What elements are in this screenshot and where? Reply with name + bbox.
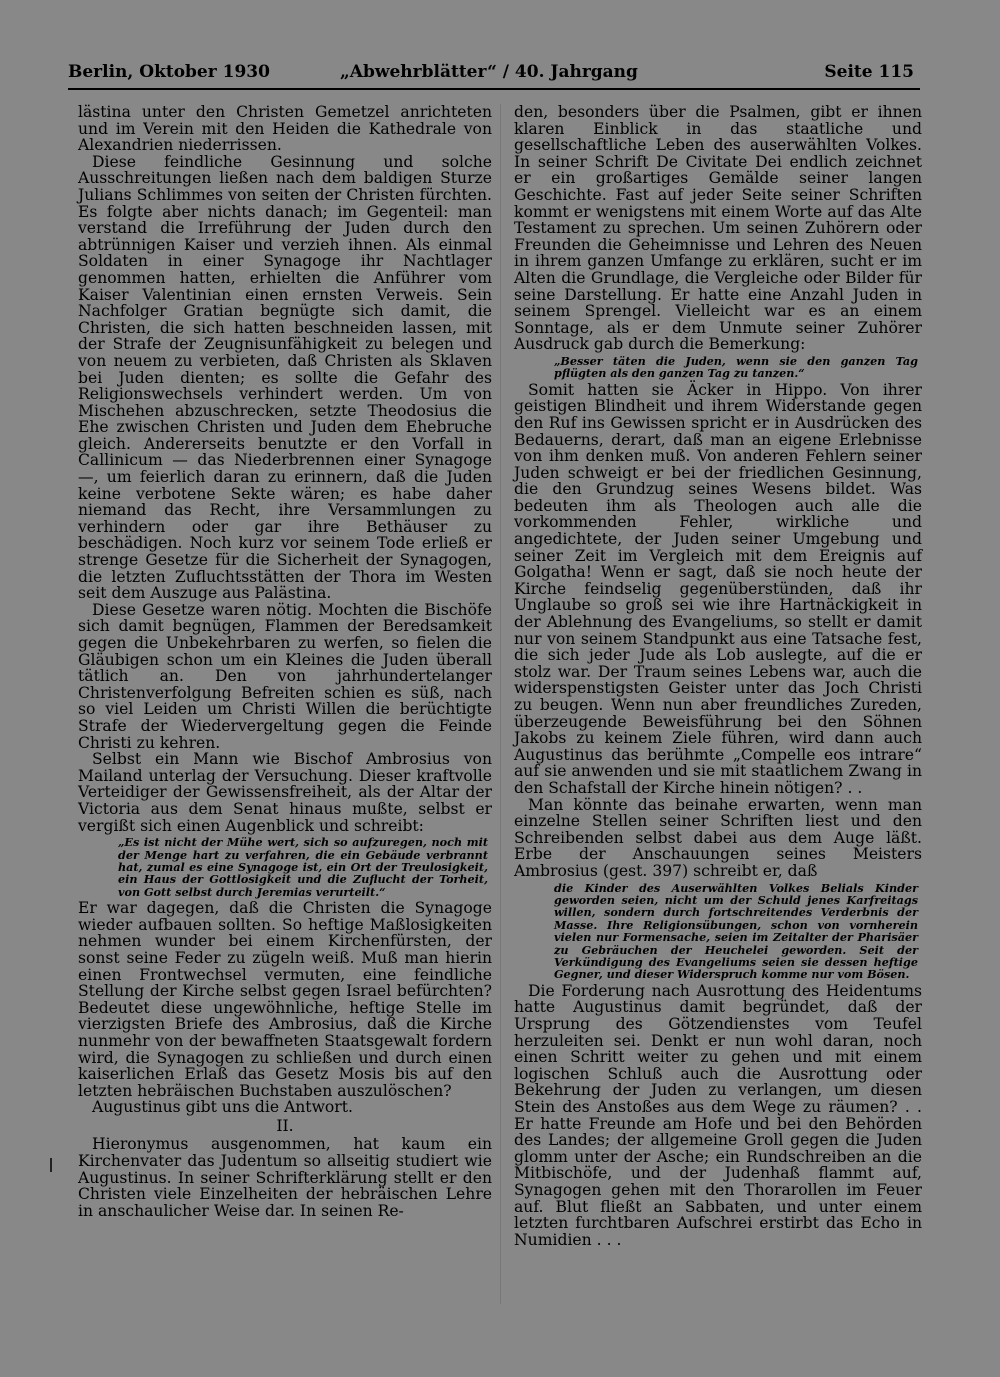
paragraph: Hieronymus ausgenommen, hat kaum ein Kirchenvater das Judentum so allseitig studiert wie Augustinus. In seiner Schrifterklärung stellt er den Christen viele Einzelheiten der hebräischen Lehre in anschaulicher Weise dar. In seinen Re-: [78, 1135, 492, 1220]
margin-mark: [50, 1158, 52, 1172]
header-place-date: Berlin, Oktober 1930: [68, 62, 270, 82]
header-page-number: Seite 115: [824, 62, 914, 82]
block-quote: die Kinder des Auserwählten Volkes Belials Kinder geworden seien, nicht um der Schuld jenes Karfreitags willen, sondern durch fortschreitendes Verderbnis der Masse. Ihre Religionsübungen, schon von vornherein vielen nur Formensache, seien im Zeitalter der Pharisäer zu Gebräuchen der Heuchelei geworden. Seit der Verkündigung des Evangeliums seien sie dessen heftige Gegner, und dieser Widerspruch komme nur vom Bösen.: [554, 880, 918, 982]
paragraph: den, besonders über die Psalmen, gibt er ihnen klaren Einblick in das staatliche und gesellschaftliche Leben des auserwählten Volkes. In seiner Schrift De Civitate Dei endlich zeichnet er ein großartiges Gemälde seiner langen Geschichte. Fast auf jeder Seite seiner Schriften kommt er wenigstens mit einem Worte auf das Alte Testament zu sprechen. Um seinen Zuhörern oder Freunden die Geheimnisse und Lehren des Neuen in ihrem ganzen Umfange zu erklären, sucht er im Alten die Grundlage, die Vergleiche oder Bilder für seine Darstellung. Er hatte eine Anzahl Juden in seinem Sprengel. Vielleicht war es an einem Sonntage, als er dem Unmute seiner Zuhörer Ausdruck gab durch die Bemerkung:: [514, 103, 922, 354]
paragraph: Man könnte das beinahe erwarten, wenn man einzelne Stellen seiner Schriften liest und den Schreibenden selbst dabei aus dem Auge läßt. Erbe der Anschauungen seines Meisters Ambrosius (gest. 397) schreibt er, daß: [514, 795, 922, 880]
right-column: [514, 104, 922, 1248]
paragraph: Diese Gesetze waren nötig. Mochten die Bischöfe sich damit begnügen, Flammen der Beredsamkeit gegen die Unbekehrbaren zu werfen, so fielen die Gläubigen schon um ein Kleines die Juden überall tätlich an. Den von jahrhundertelanger Christenverfolgung Befreiten schien es süß, nach so viel Leiden um Christi Willen die berüchtigte Strafe der Wiedervergeltung gegen die Feinde Christi zu kehren.: [78, 600, 492, 752]
section-number: II.: [276, 1116, 294, 1135]
paragraph: lästina unter den Christen Gemetzel anrichteten und im Verein mit den Heiden die Kathedrale von Alexandrien niederrissen.: [78, 103, 492, 155]
paragraph: Diese feindliche Gesinnung und solche Ausschreitungen ließen nach dem baldigen Sturze Julians Schlimmes von seiten der Christen fürchten. Es folgte aber nichts danach; im Gegenteil: man verstand die Irreführung der Juden durch den abtrünnigen Kaiser und verzieh ihnen. Als einmal Soldaten in einer Synagoge ihr Nachtlager genommen hatten, erhielten die Anführer vom Kaiser Valentinian einen ernsten Verweis. Sein Nachfolger Gratian begnügte sich damit, die Christen, die sich hatten beschneiden lassen, mit der Strafe der Zeugnisunfähigkeit zu belegen und von neuem zu verbieten, daß Christen als Sklaven bei Juden dienten; es sollte die Gefahr des Religionswechsels verhindert werden. Um von Mischehen abzuschrecken, setzte Theodosius die Ehe zwischen Christen und Juden dem Ehebruche gleich. Andererseits benutzte er den Vorfall in Callinicum — das Niederbrennen einer Synagoge —, um feierlich daran zu erinnern, daß die Juden keine verbotene Sekte wären; es habe daher niemand das Recht, ihre Versammlungen zu verhindern oder gar ihre Bethäuser zu beschädigen. Noch kurz vor seinem Tode erließ er strenge Gesetze für die Sicherheit der Synagogen, die letzten Zufluchtsstätten der Thora im Westen seit dem Auszuge aus Palästina.: [78, 152, 492, 603]
header-publication: „Abwehrblätter“ / 40. Jahrgang: [340, 62, 638, 82]
page-header: [68, 60, 920, 90]
paragraph: Selbst ein Mann wie Bischof Ambrosius von Mailand unterlag der Versuchung. Dieser kraftvolle Verteidiger der Gewissensfreiheit, als der Altar der Victoria aus dem Senat hinaus mußte, selbst er vergißt sich einen Augenblick und schreibt:: [78, 750, 492, 835]
paragraph: Die Forderung nach Ausrottung des Heidentums hatte Augustinus damit begründet, daß der Ursprung des Götzendienstes vom Teufel herzuleiten sei. Denkt er nun wohl daran, noch einen Schritt weiter zu gehen und mit einem logischen Schluß auch die Ausrottung oder Bekehrung der Juden zu verlangen, um diesen Stein des Anstoßes aus dem Wege zu räumen? . . Er hatte Freunde am Hofe und bei den Behörden des Landes; der allgemeine Groll gegen die Juden glomm unter der Asche; ein Rundschreiben an die Mitbischöfe, und der Judenhaß flammt auf, Synagogen gehen mit den Thorarollen im Feuer auf. Blut fließt an Sabbaten, und unter einem letzten furchtbaren Aufschrei erstirbt das Echo in Numidien . . .: [514, 981, 922, 1249]
block-quote: „Besser täten die Juden, wenn sie den ganzen Tag pflügten als den ganzen Tag zu tanzen.“: [554, 353, 918, 381]
paragraph: Er war dagegen, daß die Christen die Synagoge wieder aufbauen sollten. So heftige Maßlosigkeiten nehmen wunder bei einem Kirchenfürsten, der sonst seine Feder zu zügeln weiß. Muß man hierin einen Frontwechsel vermuten, eine feindliche Stellung der Kirche selbst gegen Israel befürchten? Bedeutet diese ungewöhnliche, heftige Stelle im vierzigsten Briefe des Ambrosius, daß die Kirche nunmehr von der bewaffneten Staatsgewalt fordern wird, die Synagogen zu schließen und durch einen kaiserlichen Erlaß das Gesetz Mosis bis auf den letzten hebräischen Buchstaben auszulöschen?: [78, 899, 492, 1100]
paragraph: Augustinus gibt uns die Antwort.: [92, 1098, 353, 1117]
column-divider: [500, 104, 501, 1304]
block-quote: „Es ist nicht der Mühe wert, sich so aufzuregen, noch mit der Menge hart zu verfahren, die ein Gebäude verbrannt hat, zumal es eine Synagoge ist, ein Ort der Treulosigkeit, ein Haus der Gottlosigkeit und die Zuflucht der Torheit, von Gott selbst durch Jeremias verurteilt.“: [118, 835, 488, 899]
paragraph: Somit hatten sie Äcker in Hippo. Von ihrer geistigen Blindheit und ihrem Widerstande gegen den Ruf ins Gewissen spricht er in Ausdrücken des Bedauerns, derart, daß man an eigene Erlebnisse von ihm denken muß. Von anderen Fehlern seiner Juden schweigt er bei der friedlichen Gesinnung, die den Grundzug seines Wesens bildet. Was bedeuten ihm als Theologen auch alle die vorkommenden Fehler, wirkliche und angedichtete, der Juden seiner Umgebung und seiner Zeit im Vergleich mit dem Ereignis auf Golgatha! Wenn er sagt, daß sie noch heute der Kirche feindselig gegenüberstünden, daß ihr Unglaube so groß sei wie ihre Hartnäckigkeit in der Ablehnung des Evangeliums, so stellt er damit nur von seinem Standpunkt aus eine Tatsache fest, die sich jeder Jude als Lob auslegte, auf die er stolz war. Der Traum seines Lebens war, auch die widerspenstigsten Geister unter das Joch Christi zu beugen. Wenn nun aber freundliches Zureden, überzeugende Beweisführung bei den Söhnen Jakobs zu keinem Ziele führen, wird dann auch Augustinus das berühmte „Compelle eos intrare“ auf sie anwenden und sie mit staatlichem Zwang in den Schafstall der Kirche hinein nötigen? . .: [514, 380, 922, 797]
left-column: [78, 104, 492, 1219]
